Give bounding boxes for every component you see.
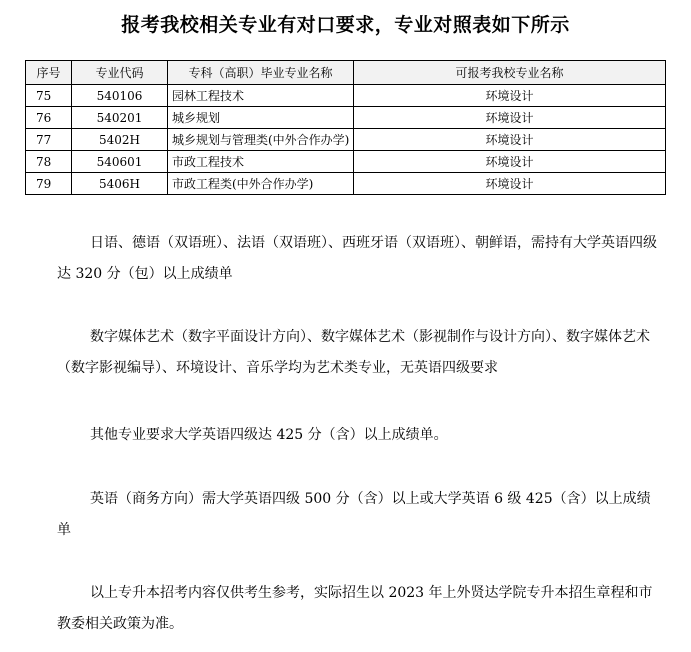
table-row (26, 129, 666, 151)
header-source-major: 专科（高职）毕业专业名称 (168, 61, 354, 85)
cell-target-major: 环境设计 (354, 129, 666, 151)
disclaimer-paragraph: 以上专升本招考内容仅供考生参考，实际招生以 2023 年上外贤达学院专升本招生章程和市教委相关政策为准。 (57, 585, 653, 632)
cell-source-major: 城乡规划与管理类(中外合作办学) (168, 129, 354, 151)
cell-target-major: 环境设计 (354, 151, 666, 173)
cell-no: 76 (26, 107, 72, 129)
cell-no: 75 (26, 85, 72, 107)
cell-code: 540201 (72, 107, 168, 129)
cell-source-major: 市政工程类(中外合作办学) (168, 173, 354, 195)
art-majors-paragraph: 数字媒体艺术（数字平面设计方向）、数字媒体艺术（影视制作与设计方向）、数字媒体艺术（数字影视编导）、环境设计、音乐学均为艺术类专业，无英语四级要求 (57, 329, 650, 376)
cell-code: 540601 (72, 151, 168, 173)
language-requirement-paragraph: 日语、德语（双语班）、法语（双语班）、西班牙语（双语班）、朝鲜语，需持有大学英语四级达 320 分（包）以上成绩单 (57, 235, 657, 282)
cell-source-major: 市政工程技术 (168, 151, 354, 173)
cell-code: 540106 (72, 85, 168, 107)
table-row (26, 173, 666, 195)
business-english-paragraph: 英语（商务方向）需大学英语四级 500 分（含）以上或大学英语 6 级 425（含）以上成绩单 (57, 491, 651, 538)
cell-source-major: 园林工程技术 (168, 85, 354, 107)
cell-target-major: 环境设计 (354, 173, 666, 195)
cell-source-major: 城乡规划 (168, 107, 354, 129)
other-majors-paragraph: 其他专业要求大学英语四级达 425 分（含）以上成绩单。 (90, 427, 448, 443)
page-title: 报考我校相关专业有对口要求，专业对照表如下所示 (121, 14, 570, 36)
header-no: 序号 (26, 61, 72, 85)
table-row (26, 107, 666, 129)
header-target-major: 可报考我校专业名称 (354, 61, 666, 85)
cell-no: 79 (26, 173, 72, 195)
cell-code: 5402H (72, 129, 168, 151)
table-header-row (26, 61, 666, 85)
header-code: 专业代码 (72, 61, 168, 85)
cell-target-major: 环境设计 (354, 107, 666, 129)
table-row (26, 85, 666, 107)
major-mapping-table (25, 60, 666, 195)
cell-no: 78 (26, 151, 72, 173)
cell-code: 5406H (72, 173, 168, 195)
cell-no: 77 (26, 129, 72, 151)
table-row (26, 151, 666, 173)
cell-target-major: 环境设计 (354, 85, 666, 107)
